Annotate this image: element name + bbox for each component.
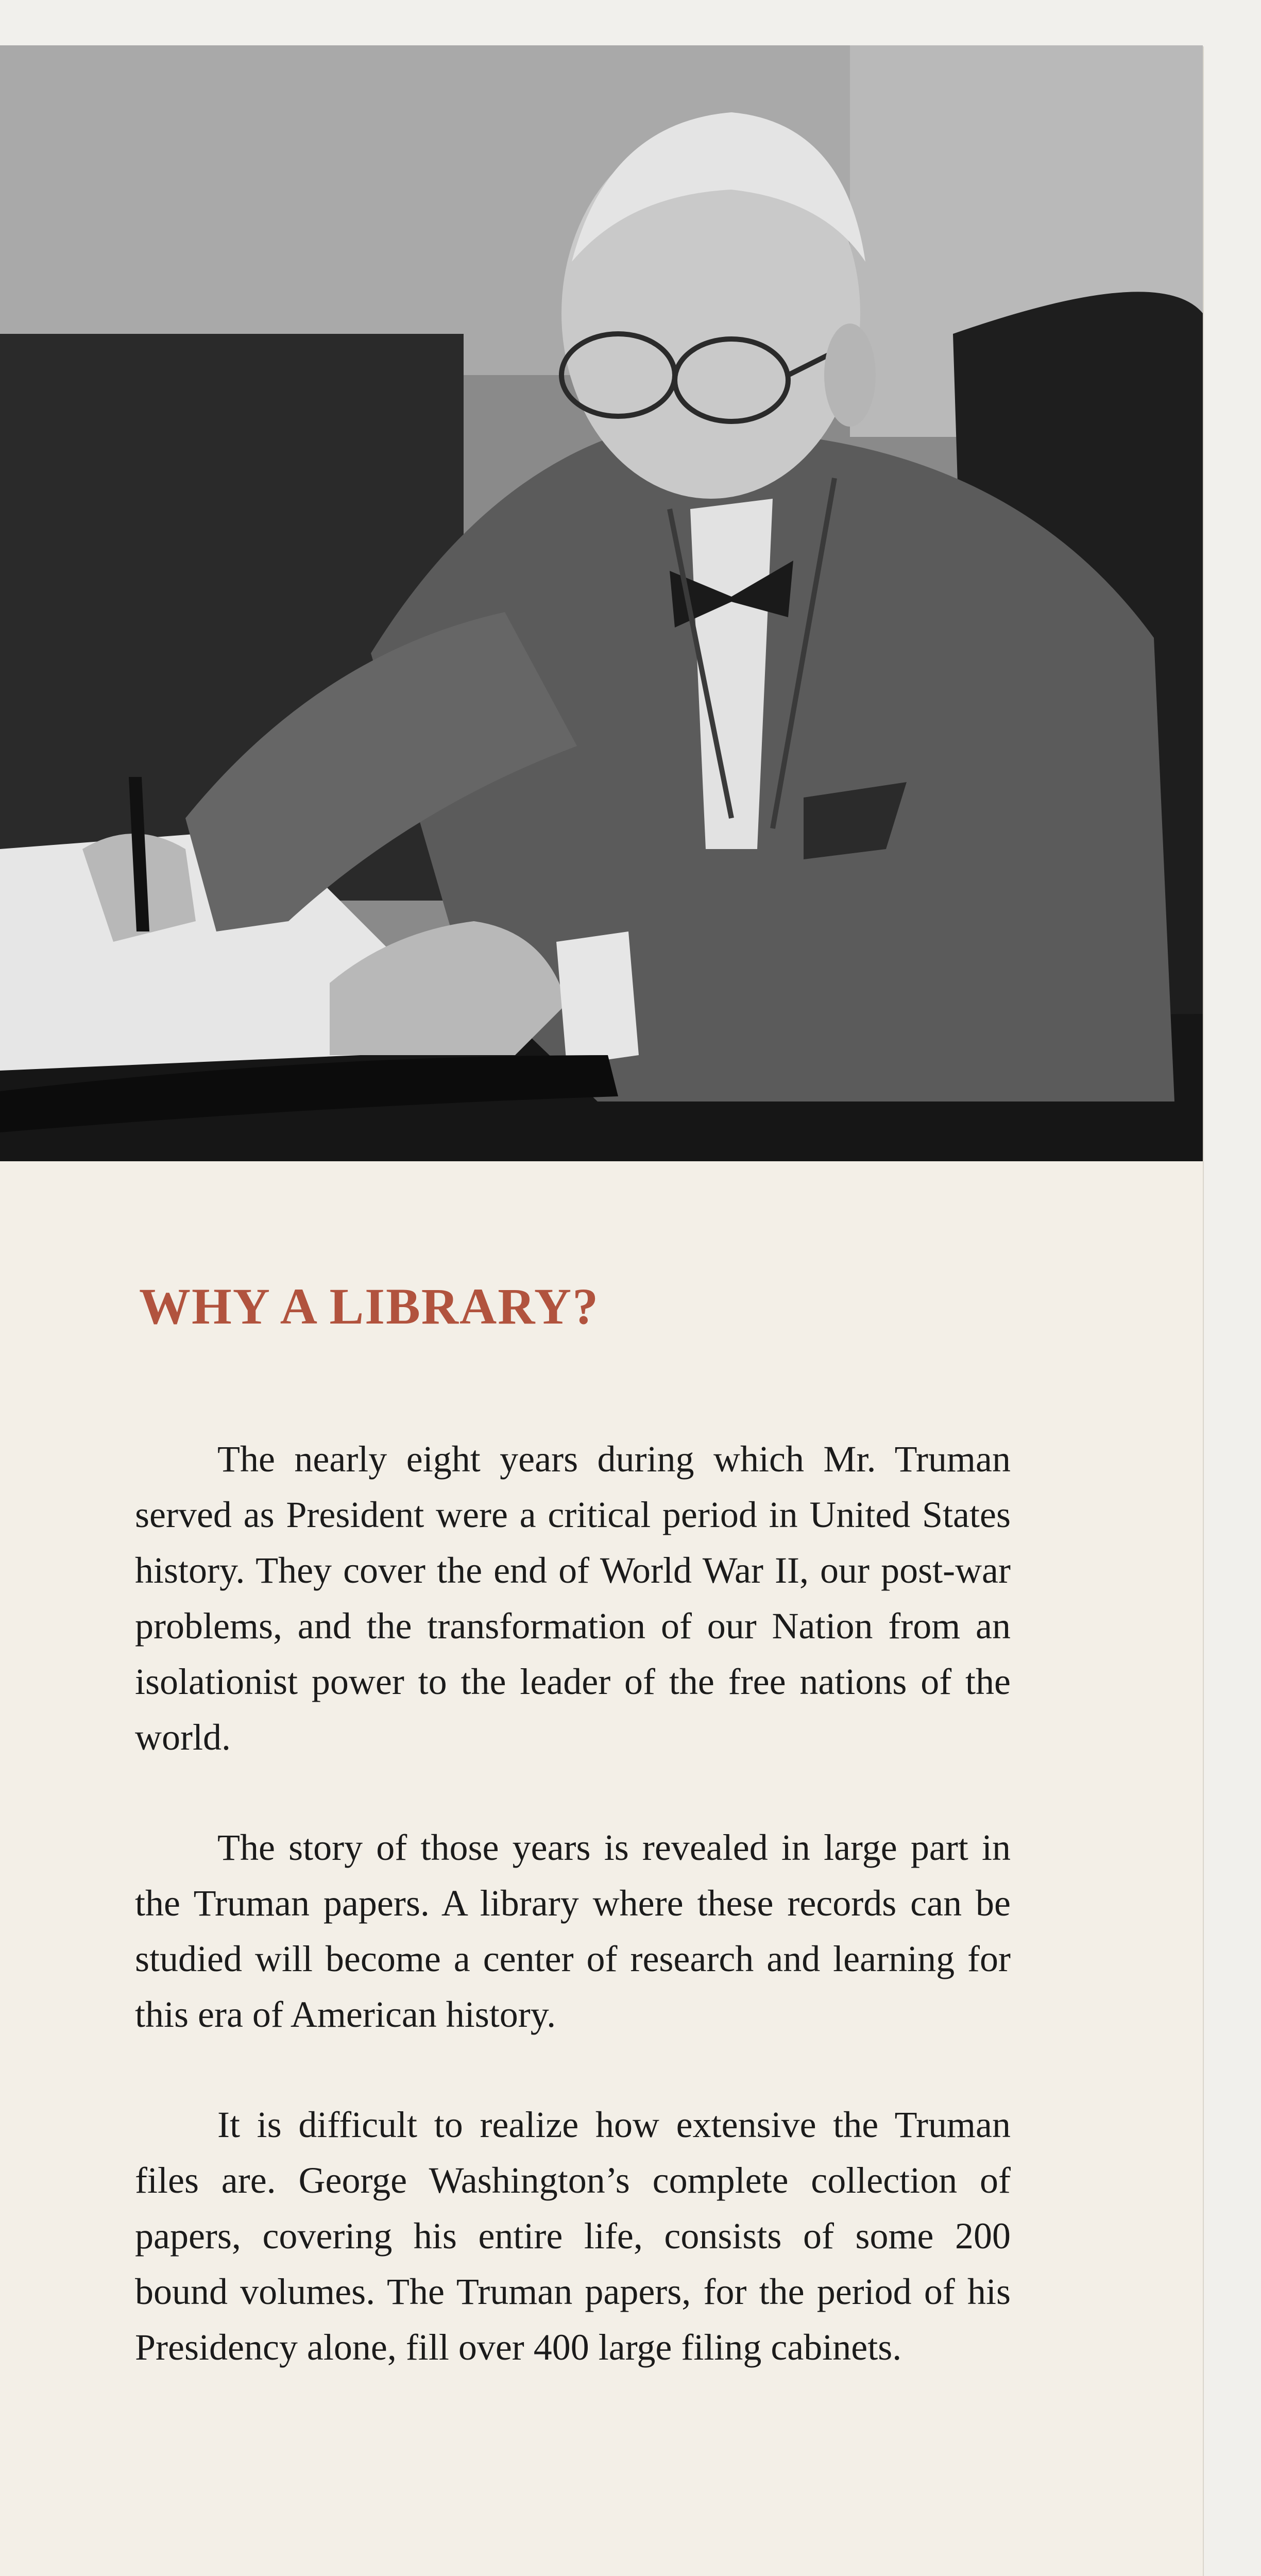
section-heading: WHY A LIBRARY? (139, 1278, 600, 1335)
body-text (135, 1431, 1011, 2430)
paragraph: It is difficult to realize how extensive the Truman files are. George Washington’s complete collection of papers, covering his entire life, consists of some 200 bound volumes. The Truman papers, for the period of his Presidency alone, fill over 400 large filing cabinets. (135, 2104, 1011, 2368)
paragraph: The story of those years is revealed in large part in the Truman papers. A library where these records can be studied will become a center of research and learning for this era of American history. (135, 1827, 1011, 2035)
paragraph: The nearly eight years during which Mr. Truman served as President were a critical period in United States history. They cover the end of World War II, our post-war problems, and the transformation of our Nation from an isolationist power to the leader of the free nations of the world. (135, 1438, 1011, 1758)
brochure-page (0, 45, 1203, 2576)
truman-photo (0, 45, 1203, 1161)
photo-illustration (0, 45, 1203, 1161)
